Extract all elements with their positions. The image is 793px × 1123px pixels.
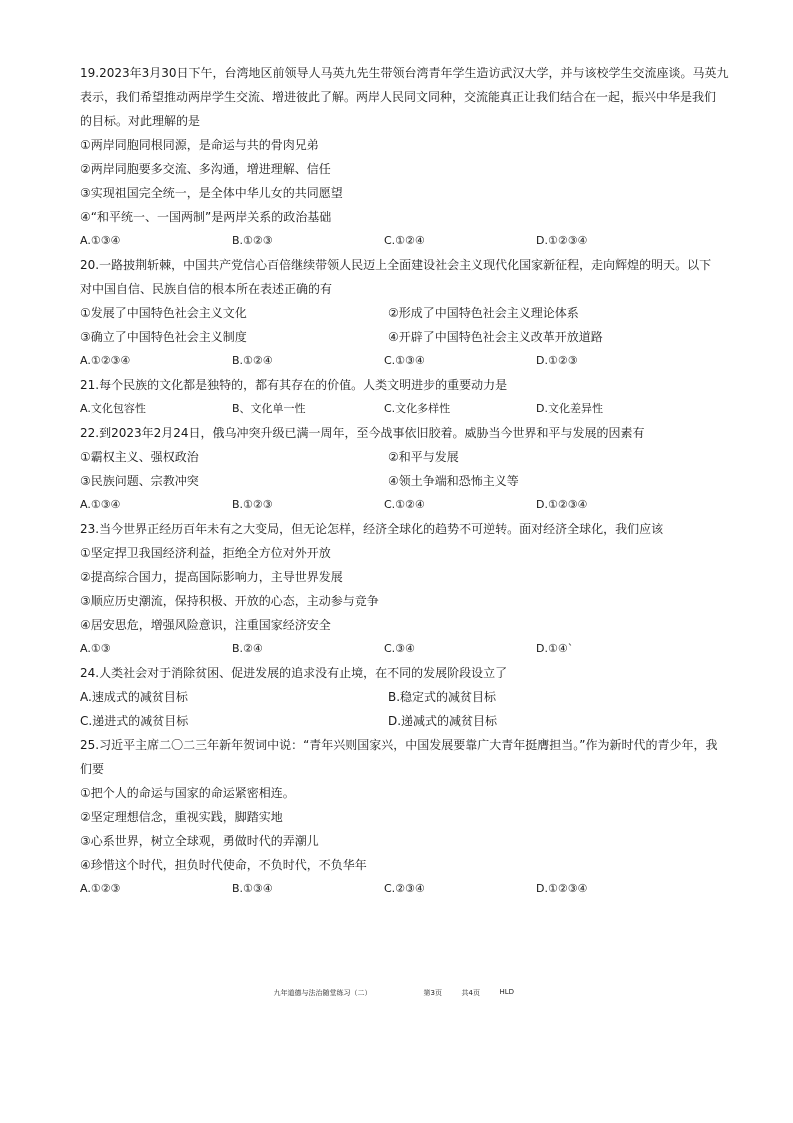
answer-options: [80, 397, 740, 421]
question-24: [80, 661, 740, 733]
statement-row: [80, 301, 740, 325]
question-stem: 21.每个民族的文化都是独特的，都有其存在的价值。人类文明进步的重要动力是: [80, 378, 508, 392]
statement-item: ③民族问题、宗教冲突: [80, 474, 199, 488]
answer-options: [80, 229, 740, 253]
question-stem: 24.人类社会对于消除贫困、促进发展的追求没有止境，在不同的发展阶段设立了: [80, 666, 508, 680]
footer-page-number: 第3页: [423, 989, 442, 997]
option-d[interactable]: D.递减式的减贫目标: [388, 714, 498, 728]
footer-title: 九年道德与法治随堂练习（二）: [273, 989, 372, 997]
statement-item: ③心系世界，树立全球观，勇做时代的弄潮儿: [80, 834, 319, 848]
option-c[interactable]: C.②③④: [384, 882, 425, 895]
statement-item: ②形成了中国特色社会主义理论体系: [388, 306, 579, 320]
statement-item: ①发展了中国特色社会主义文化: [80, 306, 247, 320]
option-d[interactable]: D.①②③: [536, 354, 578, 367]
footer-page-total: 共4页: [461, 989, 480, 997]
question-stem: 们要: [80, 762, 105, 776]
statement-item: ④开辟了中国特色社会主义改革开放道路: [388, 330, 603, 344]
answer-options: [80, 493, 740, 517]
question-22: [80, 421, 740, 517]
answer-options: [80, 685, 740, 709]
statement-item: ④“和平统一、一国两制”是两岸关系的政治基础: [80, 210, 332, 224]
statement-item: ②两岸同胞要多交流、多沟通，增进理解、信任: [80, 162, 331, 176]
question-stem: 表示，我们希望推动两岸学生交流、增进彼此了解。两岸人民同文同种，交流能真正让我们结合在一起，振兴中华是我们: [80, 90, 717, 104]
statement-item: ④领土争端和恐怖主义等: [388, 474, 519, 488]
option-b[interactable]: B.①②③: [232, 498, 273, 511]
option-a[interactable]: A.①③④: [80, 498, 121, 511]
statement-item: ①坚定捍卫我国经济利益，拒绝全方位对外开放: [80, 546, 331, 560]
question-stem: 25.习近平主席二〇二三年新年贺词中说：“青年兴则国家兴，中国发展要靠广大青年挺膺担当。”作为新时代的青少年，我: [80, 738, 718, 752]
question-stem: 的目标。对此理解的是: [80, 114, 201, 128]
statement-item: ②提高综合国力，提高国际影响力，主导世界发展: [80, 570, 343, 584]
option-c[interactable]: C.①②④: [384, 234, 425, 247]
option-a[interactable]: A.①③④: [80, 234, 121, 247]
question-25: [80, 733, 740, 901]
option-c[interactable]: C.文化多样性: [384, 402, 451, 415]
statement-item: ①把个人的命运与国家的命运紧密相连。: [80, 786, 295, 800]
question-20: [80, 253, 740, 373]
option-a[interactable]: A.①③: [80, 642, 111, 655]
option-a[interactable]: A.文化包容性: [80, 402, 146, 415]
question-stem: 对中国自信、民族自信的根本所在表述正确的有: [80, 282, 333, 296]
page-footer: [0, 988, 793, 998]
statement-item: ②坚定理想信念，重视实践，脚踏实地: [80, 810, 283, 824]
statement-item: ②和平与发展: [388, 450, 459, 464]
statement-item: ③确立了中国特色社会主义制度: [80, 330, 247, 344]
statement-item: ④居安思危，增强风险意识，注重国家经济安全: [80, 618, 331, 632]
answer-options: [80, 877, 740, 901]
option-d[interactable]: D.文化差异性: [536, 402, 603, 415]
option-d[interactable]: D.①②③④: [536, 234, 588, 247]
option-b[interactable]: B.②④: [232, 642, 263, 655]
option-b[interactable]: B.①②④: [232, 354, 273, 367]
option-a[interactable]: A.①②③④: [80, 354, 131, 367]
statement-item: ④珍惜这个时代，担负时代使命，不负时代，不负华年: [80, 858, 367, 872]
question-19: [80, 61, 740, 253]
question-stem: 19.2023年3月30日下午，台湾地区前领导人马英九先生带领台湾青年学生造访武汉大学，并与该校学生交流座谈。马英九: [80, 66, 729, 80]
question-list: [80, 61, 740, 901]
option-b[interactable]: B.①③④: [232, 882, 273, 895]
question-stem: 23.当今世界正经历百年未有之大变局，但无论怎样，经济全球化的趋势不可逆转。面对经济全球化，我们应该: [80, 522, 664, 536]
footer-code: HLD: [499, 988, 515, 996]
option-d[interactable]: D.①②③④: [536, 498, 588, 511]
option-a[interactable]: A.速成式的减贫目标: [80, 690, 188, 704]
answer-options: [80, 709, 740, 733]
question-stem: 20.一路披荆斩棘，中国共产党信心百倍继续带领人民迈上全面建设社会主义现代化国家新征程，走向辉煌的明天。以下: [80, 258, 712, 272]
question-23: [80, 517, 740, 661]
option-b[interactable]: B.稳定式的减贫目标: [388, 690, 497, 704]
statement-item: ①两岸同胞同根同源，是命运与共的骨肉兄弟: [80, 138, 319, 152]
statement-item: ③顺应历史潮流，保持积极、开放的心态，主动参与竞争: [80, 594, 379, 608]
answer-options: [80, 637, 740, 661]
option-c[interactable]: C.①②④: [384, 498, 425, 511]
option-d[interactable]: D.①④`: [536, 642, 574, 655]
option-d[interactable]: D.①②③④: [536, 882, 588, 895]
statement-item: ③实现祖国完全统一，是全体中华儿女的共同愿望: [80, 186, 343, 200]
statement-row: [80, 325, 740, 349]
option-c[interactable]: C.①③④: [384, 354, 425, 367]
question-21: [80, 373, 740, 421]
option-a[interactable]: A.①②③: [80, 882, 121, 895]
statement-item: ①霸权主义、强权政治: [80, 450, 199, 464]
answer-options: [80, 349, 740, 373]
option-c[interactable]: C.递进式的减贫目标: [80, 714, 189, 728]
option-b[interactable]: B.①②③: [232, 234, 273, 247]
option-b[interactable]: B、文化单一性: [232, 402, 306, 415]
question-stem: 22.到2023年2月24日，俄乌冲突升级已满一周年，至今战事依旧胶着。威胁当今世界和平与发展的因素有: [80, 426, 645, 440]
option-c[interactable]: C.③④: [384, 642, 415, 655]
statement-row: [80, 445, 740, 469]
statement-row: [80, 469, 740, 493]
